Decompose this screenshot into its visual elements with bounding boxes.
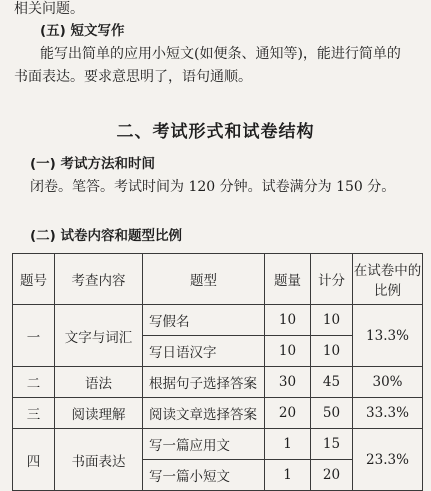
- section5-heading: (五) 短文写作: [40, 23, 125, 39]
- header-type: 题型: [143, 254, 265, 305]
- cell-score: 10: [311, 336, 353, 367]
- cell-quantity: 1: [265, 429, 311, 460]
- main-heading: 二、考试形式和试卷结构: [116, 122, 315, 142]
- cell-score: 15: [311, 429, 353, 460]
- cell-quantity: 10: [265, 305, 311, 336]
- cell-content: 书面表达: [55, 429, 143, 491]
- exam-structure-table: [12, 253, 423, 491]
- cell-type: 写日语汉字: [143, 336, 265, 367]
- cell-number: 一: [13, 305, 55, 367]
- cell-number: 四: [13, 429, 55, 491]
- cell-content: 语法: [55, 367, 143, 398]
- cell-quantity: 1: [265, 460, 311, 491]
- cell-quantity: 20: [265, 398, 311, 429]
- cell-score: 20: [311, 460, 353, 491]
- header-score: 计分: [311, 254, 353, 305]
- cell-score: 50: [311, 398, 353, 429]
- table-row: [13, 429, 423, 460]
- trailing-text: 相关问题。: [14, 1, 84, 17]
- cell-ratio: 23.3%: [353, 429, 423, 491]
- header-quantity: 题量: [265, 254, 311, 305]
- table-row: [13, 305, 423, 336]
- structure-heading: (二) 试卷内容和题型比例: [30, 228, 183, 244]
- cell-number: 二: [13, 367, 55, 398]
- method-heading: (一) 考试方法和时间: [30, 156, 156, 172]
- cell-content: 文字与词汇: [55, 305, 143, 367]
- cell-type: 根据句子选择答案: [143, 367, 265, 398]
- cell-ratio: 33.3%: [353, 398, 423, 429]
- cell-score: 10: [311, 305, 353, 336]
- header-number: 题号: [13, 254, 55, 305]
- table-header-row: [13, 254, 423, 305]
- cell-type: 写一篇应用文: [143, 429, 265, 460]
- header-content: 考查内容: [55, 254, 143, 305]
- header-ratio: 在试卷中的比例: [353, 254, 423, 305]
- section5-body-line1: 能写出简单的应用小短文(如便条、通知等)，能进行简单的: [40, 46, 401, 62]
- cell-score: 45: [311, 367, 353, 398]
- cell-content: 阅读理解: [55, 398, 143, 429]
- cell-ratio: 30%: [353, 367, 423, 398]
- cell-ratio: 13.3%: [353, 305, 423, 367]
- section5-body-line2: 书面表达。要求意思明了，语句通顺。: [14, 69, 252, 85]
- cell-number: 三: [13, 398, 55, 429]
- table-row: [13, 367, 423, 398]
- cell-type: 写一篇小短文: [143, 460, 265, 491]
- cell-type: 阅读文章选择答案: [143, 398, 265, 429]
- cell-quantity: 30: [265, 367, 311, 398]
- cell-type: 写假名: [143, 305, 265, 336]
- table-row: [13, 398, 423, 429]
- cell-quantity: 10: [265, 336, 311, 367]
- method-body: 闭卷。笔答。考试时间为 120 分钟。试卷满分为 150 分。: [30, 179, 396, 195]
